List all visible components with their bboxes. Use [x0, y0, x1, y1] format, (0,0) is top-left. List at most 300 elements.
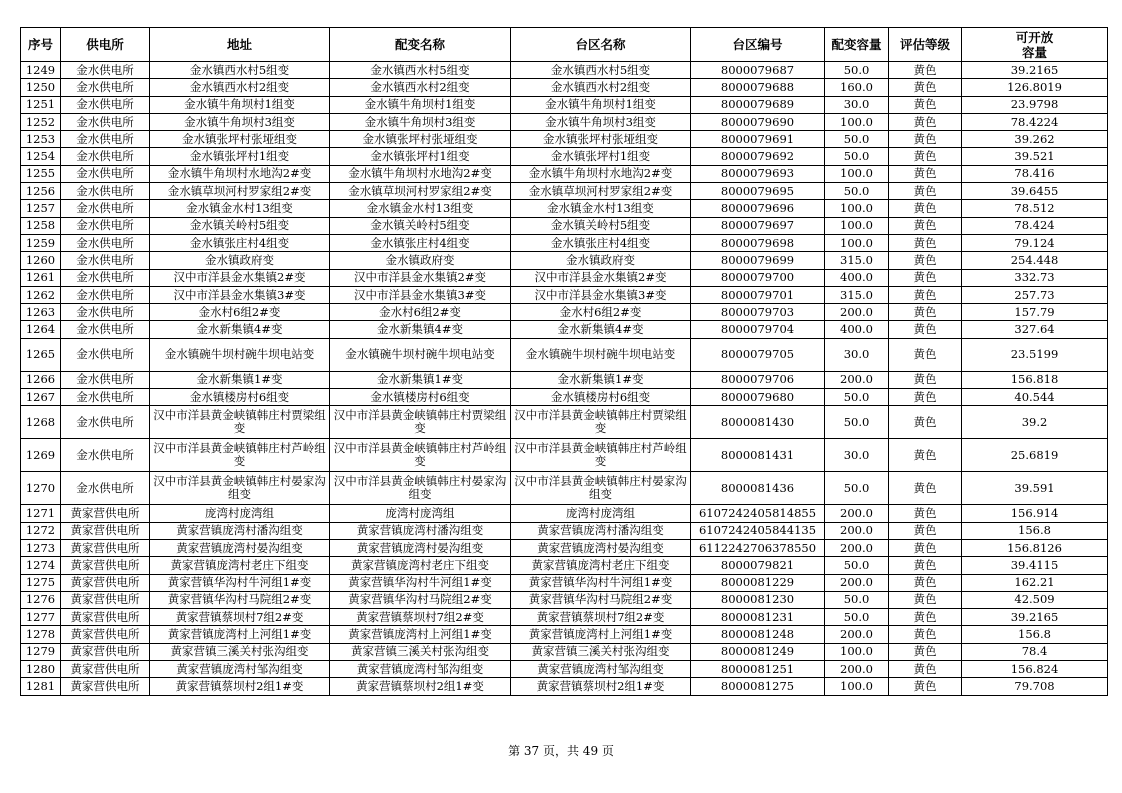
table-cell: 156.824	[962, 661, 1108, 678]
table-cell: 100.0	[825, 113, 889, 130]
table-cell: 1277	[21, 609, 61, 626]
table-cell: 100.0	[825, 643, 889, 660]
table-cell: 金水镇张庄村4组变	[511, 234, 691, 251]
table-row	[21, 609, 1108, 626]
data-table	[20, 27, 1108, 696]
table-cell: 金水镇金水村13组变	[330, 200, 511, 217]
table-cell: 金水供电所	[61, 113, 150, 130]
table-cell: 金水新集镇4#变	[150, 321, 330, 338]
table-cell: 金水镇张庄村4组变	[330, 234, 511, 251]
table-cell: 黄家营镇庞湾村上河组1#变	[330, 626, 511, 643]
table-row	[21, 234, 1108, 251]
table-cell: 156.818	[962, 371, 1108, 388]
table-cell: 金水新集镇1#变	[511, 371, 691, 388]
table-cell: 黄家营镇蔡坝村2组1#变	[330, 678, 511, 695]
table-cell: 汉中市洋县黄金峡镇韩庄村贾梁组变	[511, 406, 691, 439]
table-cell: 金水镇牛角坝村1组变	[511, 96, 691, 113]
table-cell: 8000079705	[691, 338, 825, 371]
table-cell: 汉中市洋县金水集镇3#变	[511, 286, 691, 303]
table-cell: 黄家营镇蔡坝村2组1#变	[150, 678, 330, 695]
table-cell: 39.6455	[962, 183, 1108, 200]
table-cell: 8000079821	[691, 557, 825, 574]
table-row	[21, 286, 1108, 303]
table-cell: 黄色	[889, 148, 962, 165]
table-cell: 156.8	[962, 626, 1108, 643]
table-cell: 8000081249	[691, 643, 825, 660]
table-cell: 金水供电所	[61, 217, 150, 234]
table-cell: 金水供电所	[61, 371, 150, 388]
table-cell: 50.0	[825, 591, 889, 608]
table-cell: 金水镇西水村2组变	[150, 79, 330, 96]
table-row	[21, 217, 1108, 234]
table-cell: 黄色	[889, 609, 962, 626]
table-cell: 金水供电所	[61, 183, 150, 200]
table-cell: 金水镇楼房村6组变	[330, 389, 511, 406]
table-cell: 8000079693	[691, 165, 825, 182]
table-cell: 1249	[21, 62, 61, 79]
table-cell: 金水供电所	[61, 406, 150, 439]
table-cell: 1280	[21, 661, 61, 678]
table-cell: 39.4115	[962, 557, 1108, 574]
table-cell: 黄色	[889, 183, 962, 200]
table-cell: 126.8019	[962, 79, 1108, 96]
table-cell: 金水供电所	[61, 338, 150, 371]
table-cell: 400.0	[825, 321, 889, 338]
table-cell: 汉中市洋县黄金峡镇韩庄村贾梁组变	[330, 406, 511, 439]
table-cell: 8000079695	[691, 183, 825, 200]
table-cell: 汉中市洋县黄金峡镇韩庄村晏家沟组变	[150, 472, 330, 505]
table-cell: 金水镇西水村5组变	[330, 62, 511, 79]
table-cell: 78.4	[962, 643, 1108, 660]
table-cell: 1266	[21, 371, 61, 388]
table-cell: 金水供电所	[61, 96, 150, 113]
header-cell: 评估等级	[889, 28, 962, 62]
table-cell: 42.509	[962, 591, 1108, 608]
table-cell: 金水供电所	[61, 321, 150, 338]
table-cell: 39.591	[962, 472, 1108, 505]
table-row	[21, 406, 1108, 439]
table-cell: 8000081229	[691, 574, 825, 591]
table-cell: 金水村6组2#变	[150, 304, 330, 321]
table-cell: 金水镇碗牛坝村碗牛坝电站变	[150, 338, 330, 371]
table-cell: 金水镇碗牛坝村碗牛坝电站变	[511, 338, 691, 371]
table-cell: 8000079680	[691, 389, 825, 406]
table-cell: 200.0	[825, 539, 889, 556]
table-cell: 332.73	[962, 269, 1108, 286]
table-row	[21, 522, 1108, 539]
table-cell: 6107242405844135	[691, 522, 825, 539]
table-cell: 1262	[21, 286, 61, 303]
table-cell: 黄色	[889, 661, 962, 678]
table-cell: 25.6819	[962, 439, 1108, 472]
table-cell: 254.448	[962, 252, 1108, 269]
table-cell: 39.2165	[962, 62, 1108, 79]
table-cell: 黄色	[889, 678, 962, 695]
table-cell: 黄家营镇华沟村牛河组1#变	[150, 574, 330, 591]
header-cell: 台区名称	[511, 28, 691, 62]
table-cell: 8000079704	[691, 321, 825, 338]
table-cell: 黄家营镇三溪关村张沟组变	[511, 643, 691, 660]
table-cell: 汉中市洋县黄金峡镇韩庄村晏家沟组变	[511, 472, 691, 505]
header-cell: 可开放 容量	[962, 28, 1108, 62]
table-cell: 金水供电所	[61, 389, 150, 406]
table-cell: 汉中市洋县黄金峡镇韩庄村晏家沟组变	[330, 472, 511, 505]
table-row	[21, 626, 1108, 643]
table-cell: 金水供电所	[61, 62, 150, 79]
table-cell: 1258	[21, 217, 61, 234]
table-cell: 黄家营供电所	[61, 539, 150, 556]
table-cell: 1259	[21, 234, 61, 251]
table-cell: 8000079706	[691, 371, 825, 388]
table-row	[21, 252, 1108, 269]
table-cell: 金水镇碗牛坝村碗牛坝电站变	[330, 338, 511, 371]
table-cell: 156.8	[962, 522, 1108, 539]
table-cell: 黄家营镇蔡坝村2组1#变	[511, 678, 691, 695]
table-cell: 8000079703	[691, 304, 825, 321]
table-cell: 30.0	[825, 338, 889, 371]
table-cell: 黄色	[889, 626, 962, 643]
table-cell: 1264	[21, 321, 61, 338]
table-cell: 黄色	[889, 96, 962, 113]
table-cell: 金水镇牛角坝村1组变	[330, 96, 511, 113]
table-cell: 40.544	[962, 389, 1108, 406]
table-cell: 8000079688	[691, 79, 825, 96]
table-cell: 金水镇西水村2组变	[330, 79, 511, 96]
table-cell: 黄家营供电所	[61, 522, 150, 539]
table-cell: 39.521	[962, 148, 1108, 165]
table-row	[21, 678, 1108, 695]
table-cell: 汉中市洋县金水集镇3#变	[150, 286, 330, 303]
table-cell: 黄家营镇华沟村马院组2#变	[511, 591, 691, 608]
table-cell: 黄色	[889, 62, 962, 79]
table-cell: 50.0	[825, 148, 889, 165]
table-cell: 黄家营镇蔡坝村7组2#变	[330, 609, 511, 626]
table-cell: 1255	[21, 165, 61, 182]
header-cell: 配变名称	[330, 28, 511, 62]
table-cell: 黄色	[889, 643, 962, 660]
table-cell: 金水村6组2#变	[330, 304, 511, 321]
table-cell: 金水新集镇1#变	[330, 371, 511, 388]
table-cell: 200.0	[825, 505, 889, 522]
table-cell: 50.0	[825, 557, 889, 574]
table-cell: 23.9798	[962, 96, 1108, 113]
table-cell: 金水村6组2#变	[511, 304, 691, 321]
table-cell: 黄色	[889, 113, 962, 130]
table-row	[21, 321, 1108, 338]
table-cell: 200.0	[825, 371, 889, 388]
table-cell: 庞湾村庞湾组	[150, 505, 330, 522]
table-cell: 金水供电所	[61, 200, 150, 217]
table-cell: 8000079700	[691, 269, 825, 286]
table-cell: 黄色	[889, 131, 962, 148]
table-cell: 黄家营镇华沟村牛河组1#变	[511, 574, 691, 591]
table-cell: 78.512	[962, 200, 1108, 217]
table-cell: 1271	[21, 505, 61, 522]
table-cell: 8000081430	[691, 406, 825, 439]
table-row	[21, 574, 1108, 591]
table-cell: 黄家营镇华沟村马院组2#变	[150, 591, 330, 608]
table-cell: 8000079701	[691, 286, 825, 303]
table-cell: 200.0	[825, 522, 889, 539]
table-cell: 50.0	[825, 472, 889, 505]
table-cell: 50.0	[825, 131, 889, 148]
table-cell: 金水供电所	[61, 304, 150, 321]
table-cell: 100.0	[825, 678, 889, 695]
table-cell: 257.73	[962, 286, 1108, 303]
table-row	[21, 62, 1108, 79]
table-cell: 黄家营镇庞湾村老庄下组变	[511, 557, 691, 574]
table-cell: 金水镇张坪村1组变	[330, 148, 511, 165]
table-cell: 100.0	[825, 234, 889, 251]
table-cell: 79.708	[962, 678, 1108, 695]
table-cell: 黄家营镇蔡坝村7组2#变	[150, 609, 330, 626]
table-cell: 1281	[21, 678, 61, 695]
table-cell: 1270	[21, 472, 61, 505]
table-cell: 1267	[21, 389, 61, 406]
table-cell: 黄家营镇庞湾村老庄下组变	[330, 557, 511, 574]
table-cell: 黄色	[889, 269, 962, 286]
table-row	[21, 304, 1108, 321]
table-cell: 金水镇西水村2组变	[511, 79, 691, 96]
table-cell: 157.79	[962, 304, 1108, 321]
table-cell: 1257	[21, 200, 61, 217]
table-cell: 金水供电所	[61, 234, 150, 251]
table-cell: 8000079691	[691, 131, 825, 148]
table-cell: 金水镇草坝河村罗家组2#变	[511, 183, 691, 200]
table-cell: 金水镇牛角坝村3组变	[150, 113, 330, 130]
table-cell: 汉中市洋县黄金峡镇韩庄村芦岭组变	[150, 439, 330, 472]
table-cell: 金水新集镇4#变	[330, 321, 511, 338]
header-cell: 地址	[150, 28, 330, 62]
table-cell: 黄家营镇庞湾村晏沟组变	[511, 539, 691, 556]
table-cell: 1279	[21, 643, 61, 660]
table-cell: 金水镇政府变	[511, 252, 691, 269]
table-cell: 金水供电所	[61, 165, 150, 182]
table-cell: 8000081248	[691, 626, 825, 643]
header-cell: 序号	[21, 28, 61, 62]
table-cell: 160.0	[825, 79, 889, 96]
table-cell: 黄色	[889, 574, 962, 591]
table-row	[21, 131, 1108, 148]
header-cell: 供电所	[61, 28, 150, 62]
table-cell: 1273	[21, 539, 61, 556]
table-cell: 黄色	[889, 234, 962, 251]
table-row	[21, 148, 1108, 165]
table-cell: 黄家营供电所	[61, 574, 150, 591]
table-cell: 黄家营镇庞湾村老庄下组变	[150, 557, 330, 574]
table-cell: 金水镇楼房村6组变	[511, 389, 691, 406]
table-row	[21, 389, 1108, 406]
table-cell: 黄色	[889, 286, 962, 303]
table-cell: 汉中市洋县黄金峡镇韩庄村贾梁组变	[150, 406, 330, 439]
table-cell: 金水供电所	[61, 79, 150, 96]
table-cell: 200.0	[825, 626, 889, 643]
table-cell: 黄家营镇庞湾村潘沟组变	[150, 522, 330, 539]
table-cell: 200.0	[825, 304, 889, 321]
table-row	[21, 472, 1108, 505]
table-cell: 50.0	[825, 609, 889, 626]
table-cell: 庞湾村庞湾组	[330, 505, 511, 522]
table-cell: 金水镇牛角坝村1组变	[150, 96, 330, 113]
table-cell: 78.4224	[962, 113, 1108, 130]
table-cell: 金水镇牛角坝村3组变	[330, 113, 511, 130]
table-cell: 400.0	[825, 269, 889, 286]
table-cell: 黄家营供电所	[61, 661, 150, 678]
table-cell: 黄家营供电所	[61, 591, 150, 608]
table-cell: 1256	[21, 183, 61, 200]
table-cell: 金水镇西水村5组变	[150, 62, 330, 79]
table-cell: 1254	[21, 148, 61, 165]
table-cell: 100.0	[825, 165, 889, 182]
table-cell: 黄家营镇庞湾村邹沟组变	[511, 661, 691, 678]
table-cell: 8000079690	[691, 113, 825, 130]
table-cell: 金水供电所	[61, 252, 150, 269]
table-cell: 黄家营供电所	[61, 626, 150, 643]
table-cell: 1274	[21, 557, 61, 574]
table-cell: 1272	[21, 522, 61, 539]
table-row	[21, 557, 1108, 574]
table-cell: 1253	[21, 131, 61, 148]
table-cell: 黄色	[889, 200, 962, 217]
table-cell: 327.64	[962, 321, 1108, 338]
table-cell: 1261	[21, 269, 61, 286]
table-cell: 1275	[21, 574, 61, 591]
table-cell: 汉中市洋县金水集镇2#变	[511, 269, 691, 286]
table-cell: 金水供电所	[61, 131, 150, 148]
table-row	[21, 439, 1108, 472]
table-cell: 315.0	[825, 252, 889, 269]
table-cell: 黄色	[889, 371, 962, 388]
table-cell: 金水镇金水村13组变	[511, 200, 691, 217]
table-cell: 黄色	[889, 321, 962, 338]
table-cell: 庞湾村庞湾组	[511, 505, 691, 522]
table-cell: 50.0	[825, 62, 889, 79]
table-cell: 黄家营镇庞湾村邹沟组变	[150, 661, 330, 678]
table-cell: 23.5199	[962, 338, 1108, 371]
table-cell: 金水镇张坪村张垭组变	[150, 131, 330, 148]
table-cell: 金水镇牛角坝村3组变	[511, 113, 691, 130]
table-cell: 金水新集镇1#变	[150, 371, 330, 388]
table-cell: 黄家营镇蔡坝村7组2#变	[511, 609, 691, 626]
table-cell: 162.21	[962, 574, 1108, 591]
table-cell: 8000079698	[691, 234, 825, 251]
table-row	[21, 643, 1108, 660]
table-row	[21, 591, 1108, 608]
table-cell: 金水镇草坝河村罗家组2#变	[150, 183, 330, 200]
table-cell: 黄色	[889, 165, 962, 182]
table-cell: 30.0	[825, 96, 889, 113]
table-cell: 1250	[21, 79, 61, 96]
table-row	[21, 505, 1108, 522]
table-cell: 汉中市洋县黄金峡镇韩庄村芦岭组变	[330, 439, 511, 472]
table-cell: 汉中市洋县金水集镇3#变	[330, 286, 511, 303]
table-cell: 8000079696	[691, 200, 825, 217]
table-cell: 金水镇张坪村张垭组变	[511, 131, 691, 148]
table-cell: 78.424	[962, 217, 1108, 234]
table-cell: 金水镇草坝河村罗家组2#变	[330, 183, 511, 200]
table-cell: 8000079699	[691, 252, 825, 269]
page-footer: 第 37 页，共 49 页	[508, 744, 614, 758]
table-cell: 8000079689	[691, 96, 825, 113]
table-cell: 8000079692	[691, 148, 825, 165]
table-cell: 黄家营供电所	[61, 643, 150, 660]
table-cell: 30.0	[825, 439, 889, 472]
table-cell: 金水镇西水村5组变	[511, 62, 691, 79]
table-cell: 1263	[21, 304, 61, 321]
header-cell: 台区编号	[691, 28, 825, 62]
table-cell: 1260	[21, 252, 61, 269]
table-row	[21, 371, 1108, 388]
table-cell: 金水镇张庄村4组变	[150, 234, 330, 251]
table-cell: 金水镇关岭村5组变	[150, 217, 330, 234]
table-row	[21, 661, 1108, 678]
table-cell: 156.914	[962, 505, 1108, 522]
table-row	[21, 269, 1108, 286]
table-cell: 8000081431	[691, 439, 825, 472]
table-row	[21, 183, 1108, 200]
table-cell: 156.8126	[962, 539, 1108, 556]
table-cell: 黄家营供电所	[61, 678, 150, 695]
table-cell: 1269	[21, 439, 61, 472]
table-cell: 200.0	[825, 661, 889, 678]
table-cell: 黄家营镇三溪关村张沟组变	[330, 643, 511, 660]
table-cell: 黄色	[889, 439, 962, 472]
table-row	[21, 96, 1108, 113]
header-cell: 配变容量	[825, 28, 889, 62]
table-cell: 金水镇张坪村1组变	[150, 148, 330, 165]
table-cell: 金水镇关岭村5组变	[511, 217, 691, 234]
table-cell: 50.0	[825, 406, 889, 439]
table-cell: 黄家营镇庞湾村潘沟组变	[330, 522, 511, 539]
table-cell: 39.2165	[962, 609, 1108, 626]
table-cell: 黄家营镇庞湾村晏沟组变	[150, 539, 330, 556]
table-row	[21, 200, 1108, 217]
table-cell: 8000081275	[691, 678, 825, 695]
header-row	[21, 28, 1108, 62]
table-cell: 50.0	[825, 183, 889, 200]
table-cell: 黄色	[889, 338, 962, 371]
table-cell: 黄家营镇三溪关村张沟组变	[150, 643, 330, 660]
table-cell: 黄色	[889, 505, 962, 522]
table-cell: 黄色	[889, 217, 962, 234]
table-cell: 8000081230	[691, 591, 825, 608]
table-cell: 汉中市洋县金水集镇2#变	[150, 269, 330, 286]
table-cell: 黄家营镇庞湾村晏沟组变	[330, 539, 511, 556]
table-cell: 金水供电所	[61, 286, 150, 303]
table-cell: 39.2	[962, 406, 1108, 439]
table-cell: 8000081436	[691, 472, 825, 505]
table-cell: 8000081251	[691, 661, 825, 678]
table-cell: 黄色	[889, 389, 962, 406]
table-cell: 黄色	[889, 252, 962, 269]
table-cell: 黄家营供电所	[61, 557, 150, 574]
table-cell: 黄色	[889, 406, 962, 439]
table-cell: 黄色	[889, 591, 962, 608]
table-row	[21, 113, 1108, 130]
table-cell: 8000079697	[691, 217, 825, 234]
table-cell: 200.0	[825, 574, 889, 591]
table-cell: 50.0	[825, 389, 889, 406]
table-cell: 金水镇牛角坝村水地沟2#变	[150, 165, 330, 182]
table-cell: 6107242405814855	[691, 505, 825, 522]
table-cell: 8000079687	[691, 62, 825, 79]
table-cell: 金水镇牛角坝村水地沟2#变	[511, 165, 691, 182]
table-cell: 金水供电所	[61, 439, 150, 472]
table-cell: 金水镇政府变	[330, 252, 511, 269]
table-cell: 8000081231	[691, 609, 825, 626]
table-cell: 金水新集镇4#变	[511, 321, 691, 338]
table-cell: 黄家营镇庞湾村潘沟组变	[511, 522, 691, 539]
